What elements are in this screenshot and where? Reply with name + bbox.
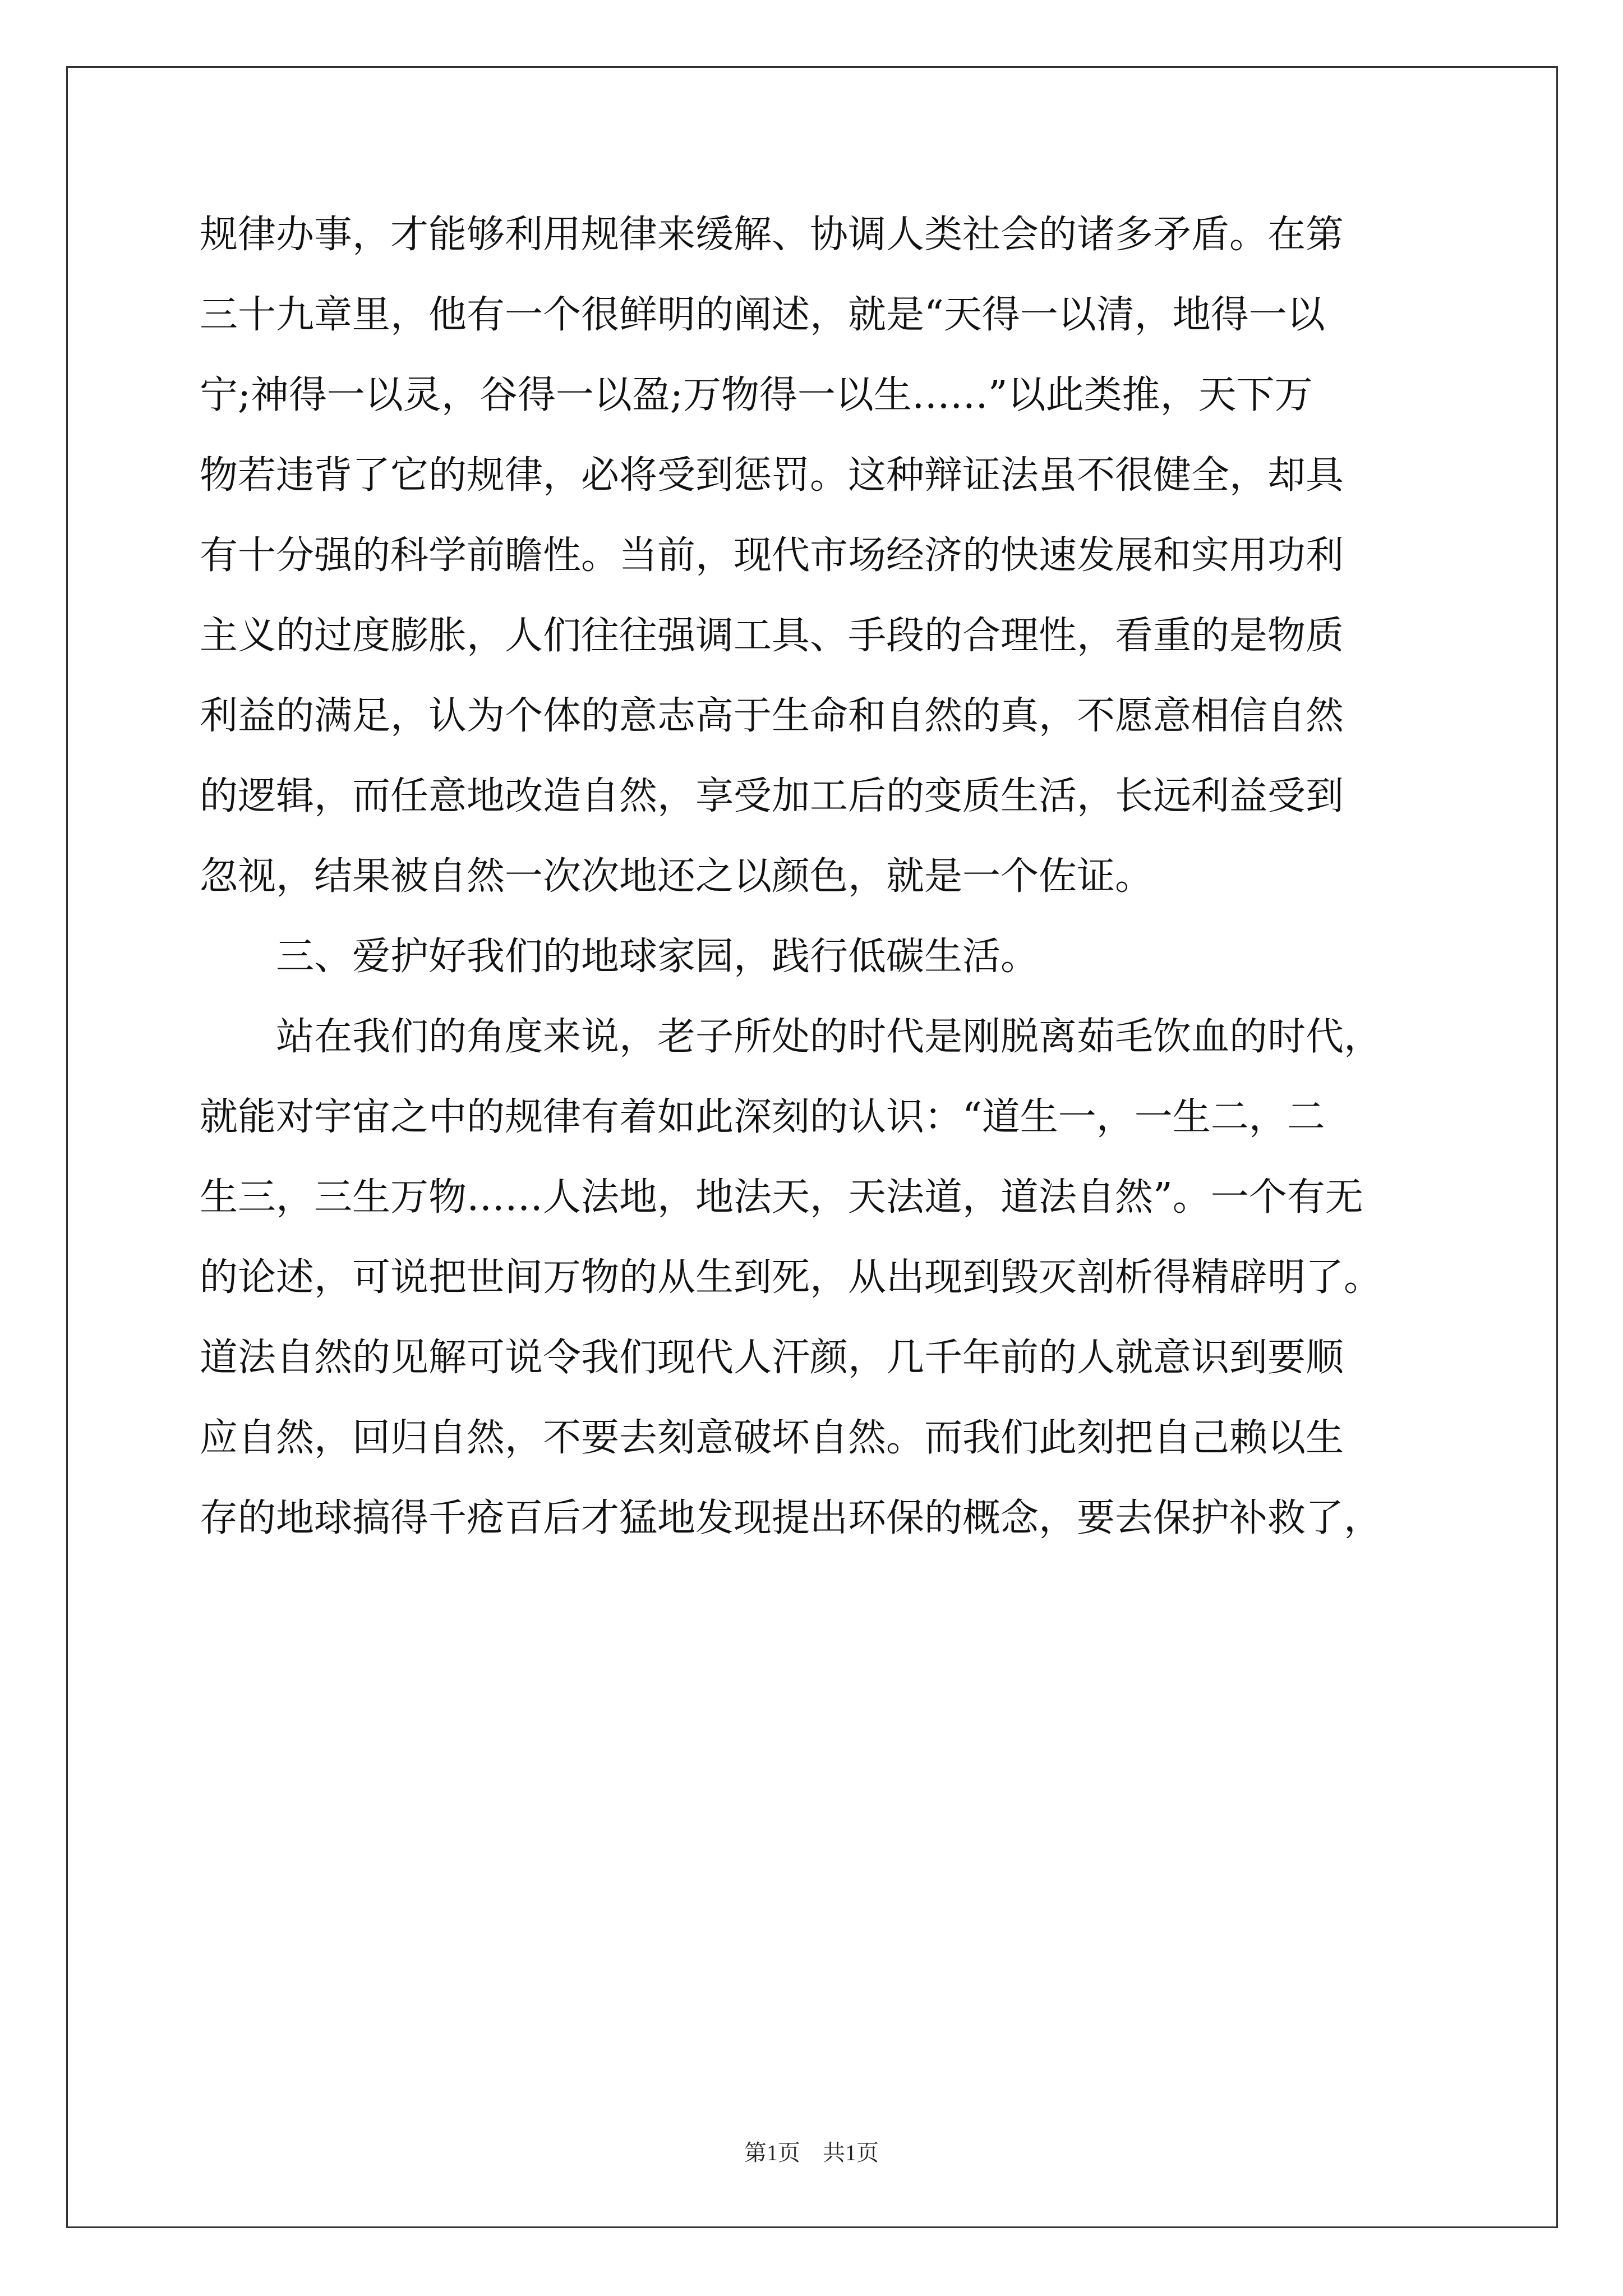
text-line: 规律办事，才能够利用规律来缓解、协调人类社会的诸多矛盾。在第 [200, 213, 1344, 257]
text-line: 的论述，可说把世间万物的从生到死，从出现到毁灭剖析得精辟明了。 [200, 1255, 1382, 1300]
text-line: 三十九章里，他有一个很鲜明的阐述，就是“天得一以清，地得一以 [200, 293, 1325, 337]
text-line: 宁;神得一以灵，谷得一以盈;万物得一以生……”以此类推，天下万 [200, 373, 1313, 417]
section-heading: 三、爱护好我们的地球家园，践行低碳生活。 [200, 935, 1039, 979]
text-line: 存的地球搞得千疮百后才猛地发现提出环保的概念，要去保护补救了， [200, 1496, 1382, 1540]
text-line: 应自然，回归自然，不要去刻意破坏自然。而我们此刻把自己赖以生 [200, 1416, 1344, 1460]
text-line: 就能对宇宙之中的规律有着如此深刻的认识：“道生一，一生二，二 [200, 1095, 1325, 1139]
text-line: 物若违背了它的规律，必将受到惩罚。这种辩证法虽不很健全，却具 [200, 453, 1344, 498]
text-line: 道法自然的见解可说令我们现代人汗颜，几千年前的人就意识到要顺 [200, 1336, 1344, 1380]
text-line: 生三，三生万物……人法地，地法天，天法道，道法自然”。一个有无 [200, 1175, 1363, 1220]
text-line: 忽视，结果被自然一次次地还之以颜色，就是一个佐证。 [200, 854, 1154, 899]
text-line: 有十分强的科学前瞻性。当前，现代市场经济的快速发展和实用功利 [200, 533, 1344, 578]
page-footer: 第1页 共1页 [744, 2140, 879, 2165]
text-line: 主义的过度膨胀，人们往往强调工具、手段的合理性，看重的是物质 [200, 614, 1344, 658]
text-line: 的逻辑，而任意地改造自然，享受加工后的变质生活，长远利益受到 [200, 774, 1344, 818]
paragraph-start: 站在我们的角度来说，老子所处的时代是刚脱离茹毛饮血的时代， [200, 1015, 1382, 1059]
text-line: 利益的满足，认为个体的意志高于生命和自然的真，不愿意相信自然 [200, 694, 1344, 738]
